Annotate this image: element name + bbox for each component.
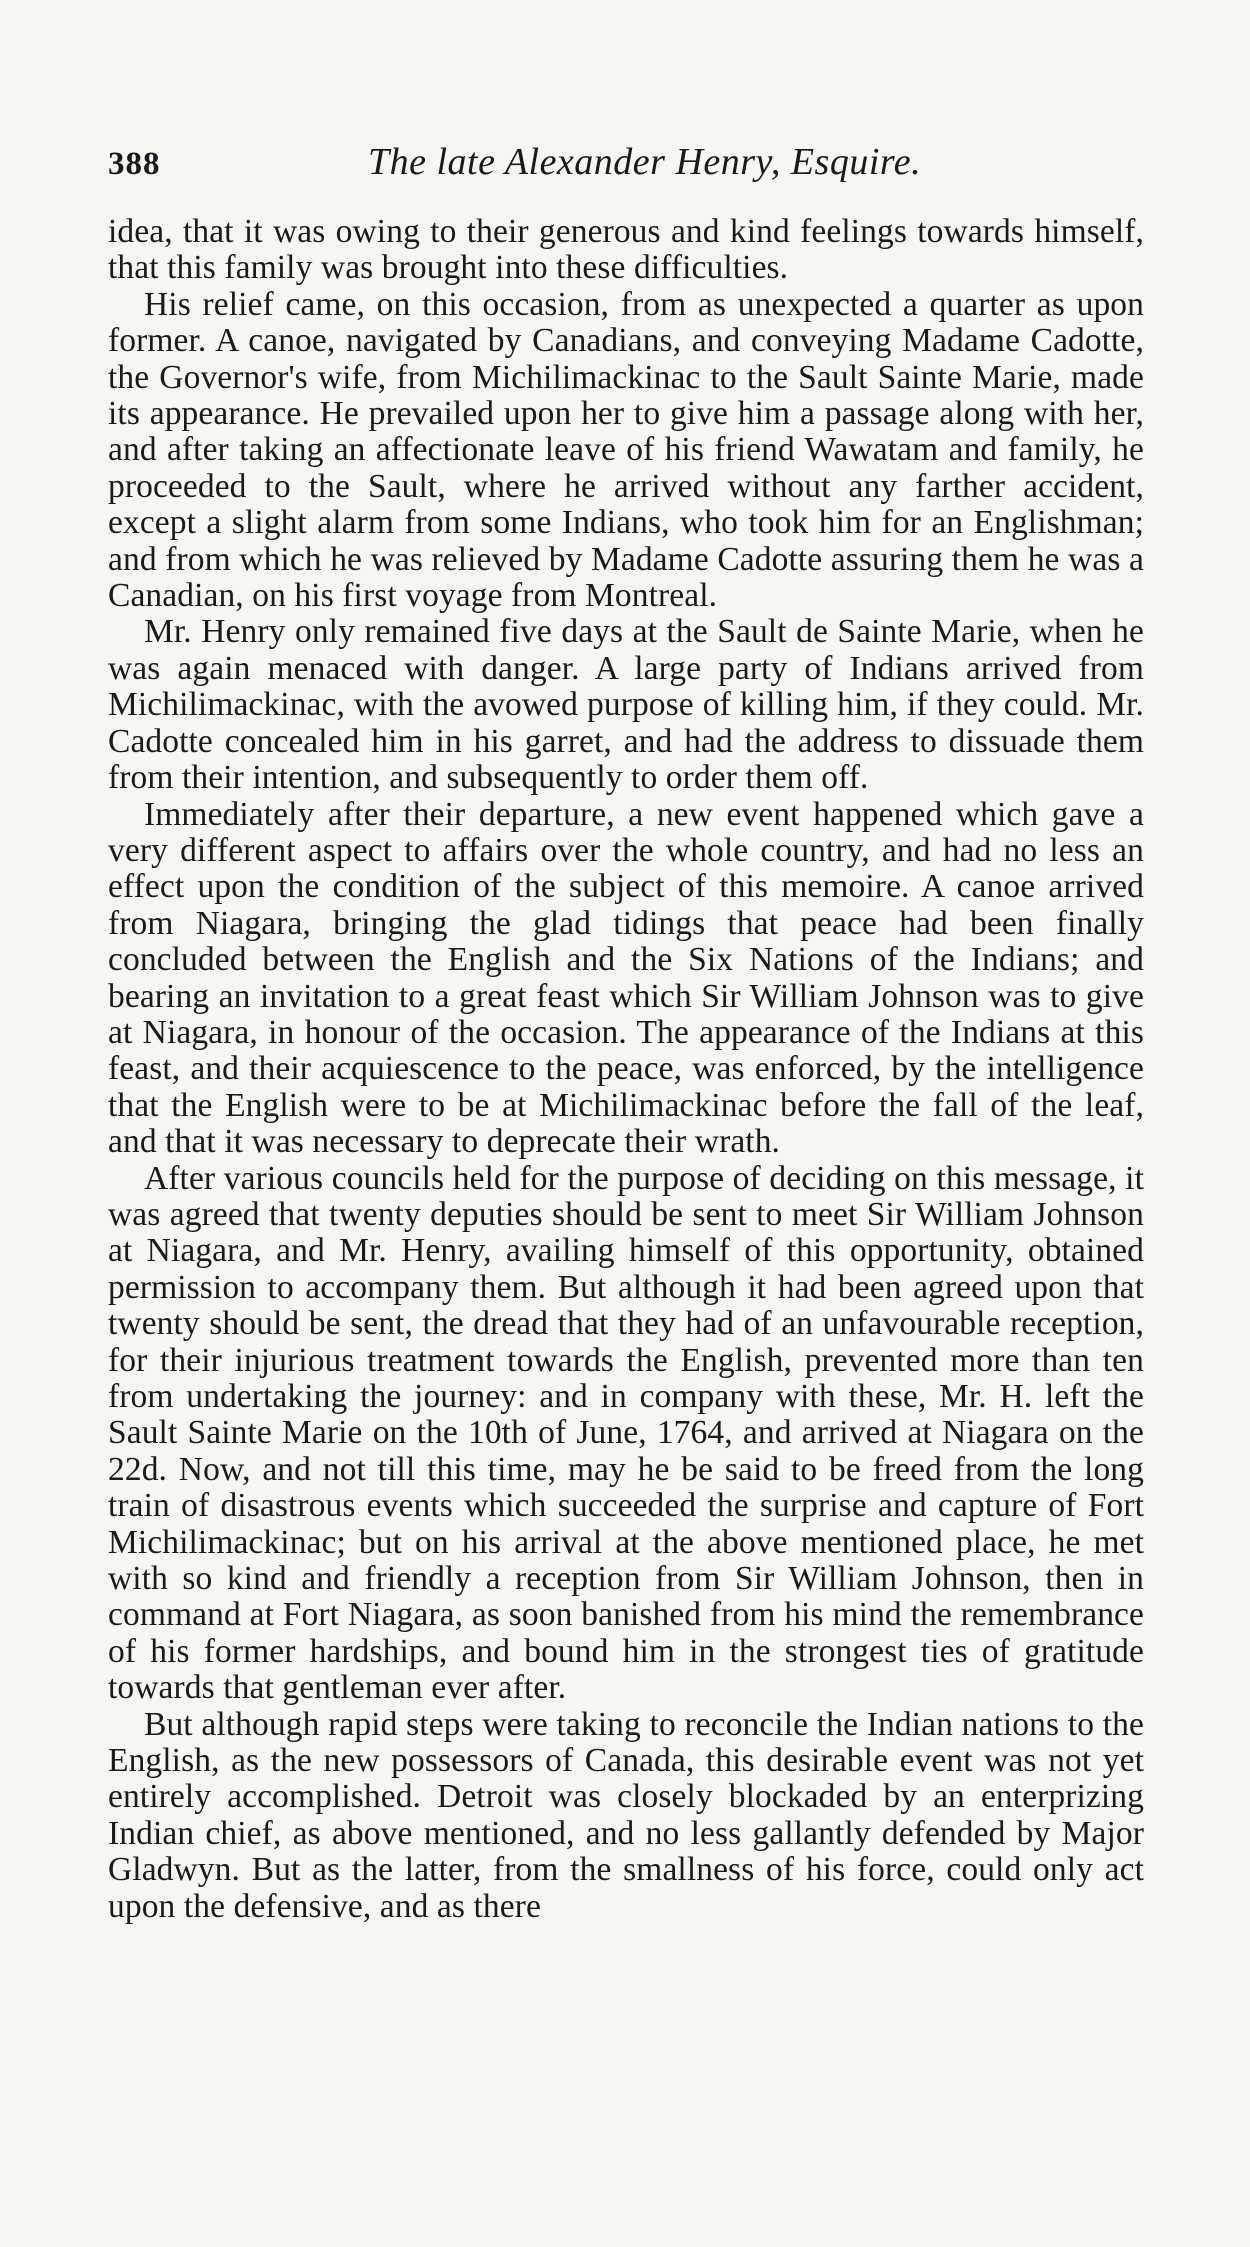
page-header [108,140,1148,200]
paragraph: His relief came, on this occasion, from as unexpected a quarter as upon former. A canoe, navigated by Canadians, and conveying Madame Cadotte, the Governor's wife, from Michilimackinac to the Sault Sainte Marie, made its appearance. He prevailed upon her to give him a passage along with her, and after taking an affectionate leave of his friend Wawatam and family, he proceeded to the Sault, where he arrived without any farther accident, except a slight alarm from some Indians, who took him for an Englishman; and from which he was relieved by Madame Cadotte assuring them he was a Canadian, on his first voyage from Montreal. [108,285,1144,615]
body-text [108,214,1144,1925]
paragraph: Immediately after their departure, a new event happened which gave a very different aspect to affairs over the whole country, and had no less an effect upon the condition of the subject of this memoire. A canoe arrived from Niagara, bringing the glad tidings that peace had been finally concluded between the English and the Six Nations of the Indians; and bearing an invitation to a great feast which Sir William Johnson was to give at Niagara, in honour of the occasion. The appearance of the Indians at this feast, and their acquiescence to the peace, was enforced, by the intelligence that the English were to be at Michilimackinac before the fall of the leaf, and that it was necessary to deprecate their wrath. [108,795,1144,1161]
page-number: 388 [108,146,161,182]
paragraph: But although rapid steps were taking to reconcile the Indian nations to the English, as the new possessors of Canada, this desirable event was not yet entirely accomplished. Detroit was closely blockaded by an enterprizing Indian chief, as above mentioned, and no less gallantly defended by Major Gladwyn. But as the latter, from the smallness of his force, could only act upon the defensive, and as there [108,1705,1144,1925]
paragraph: Mr. Henry only remained five days at the Sault de Sainte Marie, when he was again menaced with danger. A large party of Indians arrived from Michilimackinac, with the avowed purpose of killing him, if they could. Mr. Cadotte concealed him in his garret, and had the address to dissuade them from their intention, and subsequently to order them off. [108,613,1144,797]
paragraph: After various councils held for the purpose of deciding on this message, it was agreed that twenty deputies should be sent to meet Sir William Johnson at Niagara, and Mr. Henry, availing himself of this opportunity, obtained permission to accompany them. But although it had been agreed upon that twenty should be sent, the dread that they had of an unfavourable reception, for their injurious treatment towards the English, prevented more than ten from undertaking the journey: and in company with these, Mr. H. left the Sault Sainte Marie on the 10th of June, 1764, and arrived at Niagara on the 22d. Now, and not till this time, may he be said to be freed from the long train of disastrous events which succeeded the surprise and capture of Fort Michilimackinac; but on his arrival at the above mentioned place, he met with so kind and friendly a reception from Sir William Johnson, then in command at Fort Niagara, as soon banished from his mind the remembrance of his former hardships, and bound him in the strongest ties of gratitude towards that gentleman ever after. [108,1159,1144,1707]
running-title: The late Alexander Henry, Esquire. [368,141,922,183]
paragraph: idea, that it was owing to their generous and kind feelings towards himself, that this family was brought into these difficulties. [108,213,1144,287]
